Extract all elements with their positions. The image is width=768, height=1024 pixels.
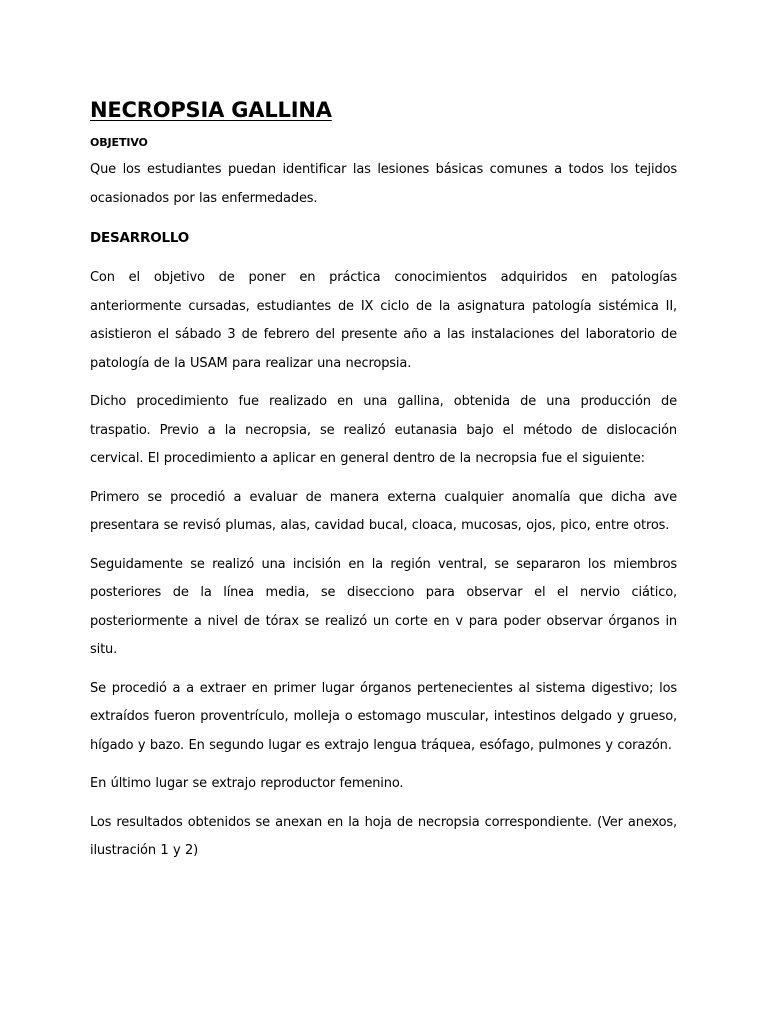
desarrollo-paragraph: Primero se procedió a evaluar de manera externa cualquier anomalía que dicha ave presentara se revisó plumas, alas, cavidad bucal, cloaca, mucosas, ojos, pico, entre otros.: [90, 489, 677, 533]
desarrollo-paragraph: En último lugar se extrajo reproductor femenino.: [90, 776, 404, 791]
desarrollo-paragraph: Con el objetivo de poner en práctica conocimientos adquiridos en patologías anteriormente cursadas, estudiantes de IX ciclo de la asignatura patología sistémica II, asistieron el sábado 3 de febrero del presente año a las instalaciones del laboratorio de patología de la USAM para realizar una necropsia.: [90, 270, 677, 371]
desarrollo-paragraph: Seguidamente se realizó una incisión en la región ventral, se separaron los miembros posteriores de la línea media, se disecciono para observar el el nervio ciático, posteriormente a nivel de tórax se realizó un corte en v para poder observar órganos in situ.: [90, 556, 677, 657]
document-body: [90, 94, 677, 866]
document-title: NECROPSIA GALLINA: [90, 98, 332, 122]
objetivo-heading: OBJETIVO: [90, 136, 148, 149]
desarrollo-paragraph: Se procedió a a extraer en primer lugar órganos pertenecientes al sistema digestivo; los extraídos fueron proventrículo, molleja o estomago muscular, intestinos delgado y grueso, hígado y bazo. En segundo lugar es extrajo lengua tráquea, esófago, pulmones y corazón.: [90, 680, 677, 753]
desarrollo-paragraph: Los resultados obtenidos se anexan en la hoja de necropsia correspondiente. (Ver anexos, ilustración 1 y 2): [90, 814, 677, 858]
objetivo-paragraph: Que los estudiantes puedan identificar las lesiones básicas comunes a todos los tejidos ocasionados por las enfermedades.: [90, 162, 677, 206]
desarrollo-heading: DESARROLLO: [90, 230, 190, 246]
desarrollo-paragraph: Dicho procedimiento fue realizado en una gallina, obtenida de una producción de traspatio. Previo a la necropsia, se realizó eutanasia bajo el método de dislocación cervical. El procedimiento a aplicar en general dentro de la necropsia fue el siguiente:: [90, 394, 677, 466]
